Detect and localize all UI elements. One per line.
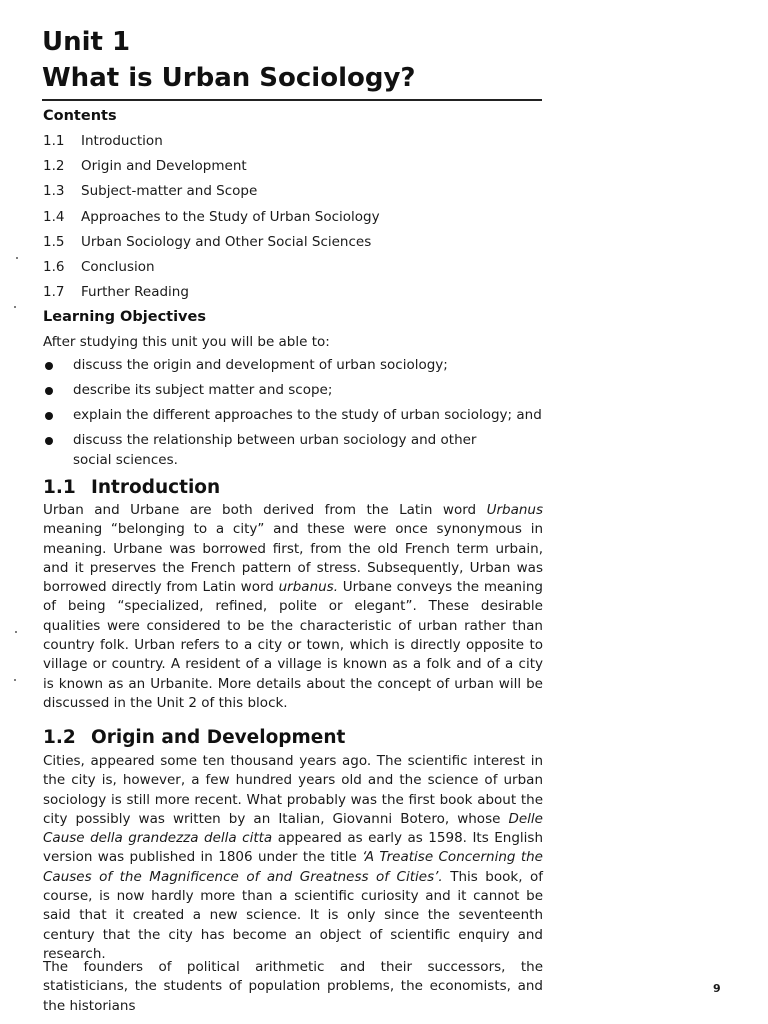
scan-speck [15,631,17,633]
contents-item: 1.3 Subject-matter and Scope [43,183,258,200]
objectives-intro: After studying this unit you will be able to: [43,334,330,350]
scan-speck [14,679,16,681]
contents-item: 1.1 Introduction [43,133,163,149]
bullet-icon [45,387,53,395]
objectives-heading: Learning Objectives [43,309,206,325]
list-item: describe its subject matter and scope; [43,381,553,401]
objectives-list [43,356,553,476]
scan-speck [16,257,18,259]
contents-list [43,131,380,307]
contents-item: 1.4 Approaches to the Study of Urban Sociology [43,208,380,225]
title-rule [42,99,542,101]
unit-label: Unit 1 [42,27,131,57]
origin-paragraph-1: Cities, appeared some ten thousand years ago. The scientific interest in the city is, however, a few hundred years old and the science of urban sociology is still more recent. What probably was the first book about the city possibly was written by an Italian, Giovanni Botero, whose Delle Cause della grandezza della citta appeared as early as 1598. Its English version was published in 1806 under the title ‘A Treatise Concerning the Causes of the Magnificence of and Greatness of Cities’. This book, of course, is now hardly more than a scientific curiosity and it cannot be said that it created a new science. It is only since the seventeenth century that the city has become an object of scientific enquiry and research. [43,753,544,962]
bullet-icon [45,362,53,370]
section-heading-origin: 1.2 Origin and Development [43,727,346,748]
contents-item: 1.6 Conclusion [43,258,155,275]
page-number: 9 [713,982,721,995]
bullet-icon [45,437,53,445]
bullet-icon [45,412,53,420]
contents-heading: Contents [43,108,117,124]
list-item: discuss the origin and development of urban sociology; [43,356,553,376]
scan-speck [14,306,16,308]
page-title: What is Urban Sociology? [42,63,416,93]
introduction-paragraph: Urban and Urbane are both derived from the Latin word Urbanus meaning “belonging to a city” and these were once synonymous in meaning. Urbane was borrowed first, from the old French term urbain, and it preserves the French pattern of stress. Subsequently, Urban was borrowed directly from Latin word urbanus. Urbane conveys the meaning of being “specialized, refined, polite or elegant”. These desirable qualities were considered to be the characteristic of urban rather than country folk. Urban refers to a city or town, which is directly opposite to village or country. A resident of a village is known as a folk and of a city is known as an Urbanite. More details about the concept of urban will be discussed in the Unit 2 of this block. [43,502,543,711]
contents-item: 1.5 Urban Sociology and Other Social Sciences [43,233,372,250]
list-item: discuss the relationship between urban sociology and other social sciences. [43,431,553,470]
contents-item: 1.2 Origin and Development [43,158,247,175]
origin-paragraph-2: The founders of political arithmetic and their successors, the statisticians, the students of population problems, the economists, and the historians [43,959,543,1014]
contents-item: 1.7 Further Reading [43,284,189,301]
section-heading-introduction: 1.1 Introduction [43,477,221,498]
list-item: explain the different approaches to the study of urban sociology; and [43,406,553,426]
